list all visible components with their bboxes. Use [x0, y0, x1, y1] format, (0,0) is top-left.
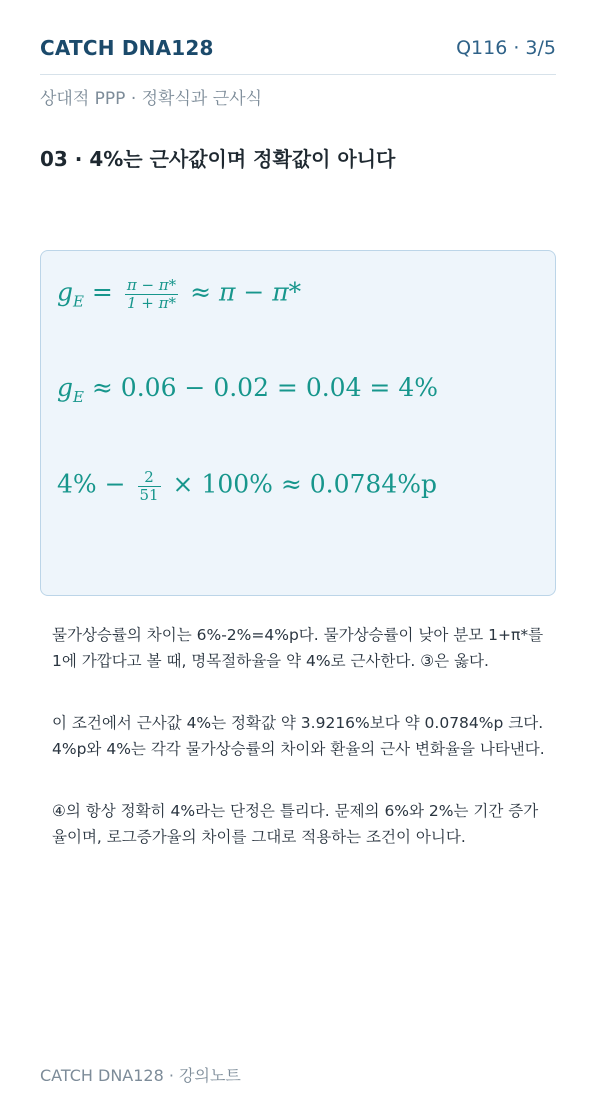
footer: CATCH DNA128 · 강의노트	[40, 1066, 241, 1085]
formula-approx: ≈ π − π*	[182, 277, 302, 307]
formula-fraction	[125, 277, 178, 311]
question-counter: Q116 · 3/5	[456, 37, 556, 59]
fraction-numerator: π − π*	[126, 276, 177, 294]
fraction-denominator: 1 + π*	[126, 293, 176, 312]
formula-fraction	[138, 469, 161, 503]
formula-difference	[57, 469, 437, 503]
explanation-paragraph-3: ④의 항상 정확히 4%라는 단정은 틀리다. 문제의 6%와 2%는 기간 증가율이며, 로그증가율의 차이를 그대로 적용하는 조건이 아니다.	[52, 802, 539, 846]
formula-rhs: × 100% ≈ 0.0784%p	[164, 469, 437, 499]
fraction-denominator: 51	[139, 485, 159, 504]
page-subtitle: 상대적 PPP · 정확식과 근사식	[40, 89, 262, 109]
formula-lhs: 4% −	[57, 469, 134, 499]
formula-approx-value	[57, 373, 438, 406]
section-title: 03 · 4%는 근사값이며 정확값이 아니다	[40, 147, 396, 171]
formula-subscript: E	[73, 388, 84, 406]
formula-rhs: ≈ 0.06 − 0.02 = 0.04 = 4%	[83, 373, 438, 402]
explanation-paragraph-1: 물가상승률의 차이는 6%-2%=4%p다. 물가상승률이 낮아 분모 1+π*를 1에 가깝다고 볼 때, 명목절하율을 약 4%로 근사한다. ③은 옳다.	[52, 626, 544, 670]
formula-symbol: g	[57, 277, 74, 307]
header	[40, 36, 556, 75]
explanation-paragraph-2: 이 조건에서 근사값 4%는 정확값 약 3.9216%보다 약 0.0784%p 크다. 4%p와 4%는 각각 물가상승률의 차이와 환율의 근사 변화율을 나타낸다.	[52, 714, 545, 758]
formula-box	[40, 250, 556, 596]
brand-title: CATCH DNA128	[40, 36, 214, 60]
formula-equals: =	[83, 277, 121, 307]
formula-subscript: E	[73, 292, 84, 311]
formula-exact-rate	[57, 277, 301, 311]
formula-symbol: g	[57, 373, 74, 402]
fraction-numerator: 2	[138, 469, 161, 487]
